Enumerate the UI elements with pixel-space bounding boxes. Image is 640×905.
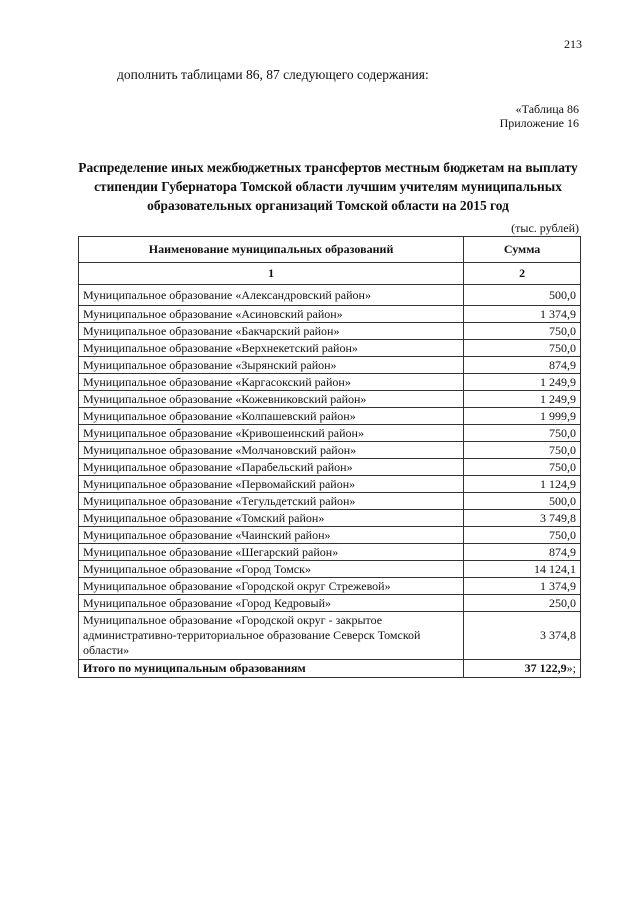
table-row bbox=[79, 442, 581, 459]
municipality-name: Муниципальное образование «Каргасокский район» bbox=[79, 374, 464, 391]
table-row bbox=[79, 476, 581, 493]
column-number-2: 2 bbox=[464, 263, 581, 285]
total-sum-cell bbox=[464, 660, 581, 678]
municipality-name: Муниципальное образование «Первомайский район» bbox=[79, 476, 464, 493]
transfer-sum: 750,0 bbox=[464, 459, 581, 476]
transfer-sum: 750,0 bbox=[464, 527, 581, 544]
municipality-name: Муниципальное образование «Томский район» bbox=[79, 510, 464, 527]
transfer-sum: 3 749,8 bbox=[464, 510, 581, 527]
transfer-sum: 750,0 bbox=[464, 323, 581, 340]
transfer-sum: 500,0 bbox=[464, 493, 581, 510]
table-row bbox=[79, 391, 581, 408]
intro-text: дополнить таблицами 86, 87 следующего содержания: bbox=[117, 67, 429, 82]
municipality-name: Муниципальное образование «Зырянский район» bbox=[79, 357, 464, 374]
transfer-sum: 750,0 bbox=[464, 340, 581, 357]
municipality-name: Муниципальное образование «Верхнекетский район» bbox=[79, 340, 464, 357]
closing-quote-suffix: »; bbox=[566, 661, 576, 675]
municipality-name: Муниципальное образование «Бакчарский район» bbox=[79, 323, 464, 340]
table-row bbox=[79, 357, 581, 374]
transfers-table bbox=[78, 236, 581, 678]
table-row bbox=[79, 425, 581, 442]
table-row bbox=[79, 323, 581, 340]
table-header-row bbox=[79, 237, 581, 263]
municipality-name: Муниципальное образование «Кожевниковский район» bbox=[79, 391, 464, 408]
table-row bbox=[79, 595, 581, 612]
table-row bbox=[79, 374, 581, 391]
municipality-name: Муниципальное образование «Колпашевский район» bbox=[79, 408, 464, 425]
transfer-sum: 1 374,9 bbox=[464, 578, 581, 595]
table-row bbox=[79, 544, 581, 561]
table-row bbox=[79, 285, 581, 306]
municipality-name: Муниципальное образование «Парабельский район» bbox=[79, 459, 464, 476]
table-label: «Таблица 86 bbox=[515, 102, 579, 116]
column-number-row bbox=[79, 263, 581, 285]
table-caption bbox=[500, 102, 579, 130]
table-row bbox=[79, 612, 581, 660]
table-row bbox=[79, 561, 581, 578]
transfer-sum: 500,0 bbox=[464, 285, 581, 306]
transfer-sum: 874,9 bbox=[464, 544, 581, 561]
transfer-sum: 1 999,9 bbox=[464, 408, 581, 425]
table-row bbox=[79, 340, 581, 357]
municipality-name: Муниципальное образование «Асиновский район» bbox=[79, 306, 464, 323]
transfer-sum: 750,0 bbox=[464, 442, 581, 459]
page-number: 213 bbox=[564, 37, 582, 51]
transfer-sum: 14 124,1 bbox=[464, 561, 581, 578]
transfer-sum: 1 374,9 bbox=[464, 306, 581, 323]
municipality-name: Муниципальное образование «Тегульдетский район» bbox=[79, 493, 464, 510]
transfer-sum: 874,9 bbox=[464, 357, 581, 374]
column-number-1: 1 bbox=[79, 263, 464, 285]
transfer-sum: 250,0 bbox=[464, 595, 581, 612]
transfer-sum: 3 374,8 bbox=[464, 612, 581, 660]
transfer-sum: 750,0 bbox=[464, 425, 581, 442]
table-row bbox=[79, 408, 581, 425]
table-row bbox=[79, 578, 581, 595]
table-row bbox=[79, 493, 581, 510]
table-row bbox=[79, 510, 581, 527]
municipality-name: Муниципальное образование «Городской округ Стрежевой» bbox=[79, 578, 464, 595]
header-name: Наименование муниципальных образований bbox=[79, 237, 464, 263]
total-row bbox=[79, 660, 581, 678]
municipality-name: Муниципальное образование «Городской округ - закрытое административно-территориальное образование Северск Томской области» bbox=[79, 612, 464, 660]
transfer-sum: 1 124,9 bbox=[464, 476, 581, 493]
municipality-name: Муниципальное образование «Молчановский район» bbox=[79, 442, 464, 459]
municipality-name: Муниципальное образование «Шегарский район» bbox=[79, 544, 464, 561]
municipality-name: Муниципальное образование «Город Кедровый» bbox=[79, 595, 464, 612]
document-title: Распределение иных межбюджетных трансфертов местным бюджетам на выплату стипендии Губернатора Томской области лучшим учителям муниципальных образовательных организаций Томской области на 2015 год bbox=[78, 160, 578, 213]
table-row bbox=[79, 306, 581, 323]
total-label: Итого по муниципальным образованиям bbox=[79, 660, 464, 678]
municipality-name: Муниципальное образование «Александровский район» bbox=[79, 285, 464, 306]
table-row bbox=[79, 459, 581, 476]
header-sum: Сумма bbox=[464, 237, 581, 263]
transfer-sum: 1 249,9 bbox=[464, 391, 581, 408]
appendix-label: Приложение 16 bbox=[499, 116, 579, 130]
units-label: (тыс. рублей) bbox=[511, 221, 579, 235]
table-row bbox=[79, 527, 581, 544]
total-sum: 37 122,9 bbox=[524, 661, 567, 675]
municipality-name: Муниципальное образование «Кривошеинский район» bbox=[79, 425, 464, 442]
transfer-sum: 1 249,9 bbox=[464, 374, 581, 391]
municipality-name: Муниципальное образование «Город Томск» bbox=[79, 561, 464, 578]
municipality-name: Муниципальное образование «Чаинский район» bbox=[79, 527, 464, 544]
